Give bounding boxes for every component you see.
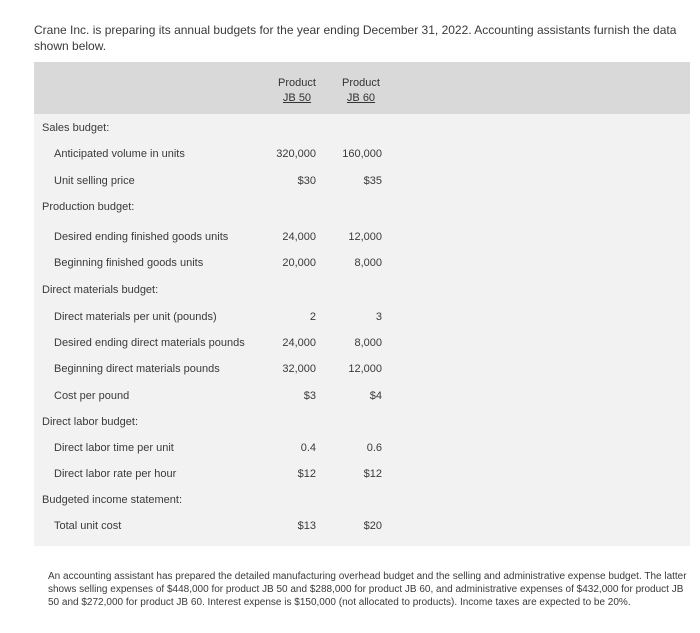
row-label: Total unit cost [54,520,122,532]
note-text: An accounting assistant has prepared the detailed manufacturing overhead budget and the selling and administrative expense budget. The latter shows selling expenses of $448,000 for product JB 50 and $288,000 for product JB 60, and administrative expenses of $432,000 for product JB 50 and $272,000 for product JB 60. Interest expense is $150,000 (not allocated to products). Income taxes are expected to be 20%. [48,571,687,608]
value-jb50: $12 [297,468,316,480]
row-label: Beginning finished goods units [54,257,204,269]
value-jb50: 320,000 [276,148,316,160]
table-row [34,518,690,538]
table-row [34,466,690,486]
value-jb60: $20 [363,520,382,532]
table-row [34,335,690,355]
column-header-line2: JB 60 [346,92,376,104]
column-header-line1: Product [278,77,316,89]
intro-text: Crane Inc. is preparing its annual budgets for the year ending December 31, 2022. Accounting assistants furnish the data shown below. [34,23,677,53]
section-heading [34,282,690,302]
row-label: Direct materials per unit (pounds) [54,311,217,323]
column-header-jb50 [262,76,332,106]
section-heading [34,492,690,512]
value-jb60: $35 [363,175,382,187]
value-jb60: 12,000 [348,363,382,375]
table-row [34,309,690,329]
row-label: Budgeted income statement: [42,494,183,506]
table-row [34,440,690,460]
value-jb60: 8,000 [354,257,382,269]
value-jb50: 24,000 [282,231,316,243]
budget-data-table [34,62,690,546]
row-label: Direct labor rate per hour [54,468,177,480]
value-jb60: 160,000 [342,148,382,160]
value-jb50: 32,000 [282,363,316,375]
row-label: Beginning direct materials pounds [54,363,220,375]
table-row [34,173,690,193]
row-label: Anticipated volume in units [54,148,185,160]
row-label: Sales budget: [42,122,110,134]
value-jb60: 12,000 [348,231,382,243]
row-label: Production budget: [42,201,135,213]
column-header-line1: Product [342,77,380,89]
row-label: Cost per pound [54,390,130,402]
table-row [34,388,690,408]
row-label: Direct materials budget: [42,284,159,296]
value-jb50: $30 [297,175,316,187]
column-header-jb60 [326,76,396,106]
value-jb50: 0.4 [300,442,316,454]
value-jb50: 24,000 [282,337,316,349]
table-row [34,146,690,166]
value-jb60: $4 [369,390,382,402]
table-header [34,62,690,114]
section-heading [34,120,690,140]
column-header-line2: JB 50 [282,92,312,104]
value-jb60: 8,000 [354,337,382,349]
value-jb50: 20,000 [282,257,316,269]
row-label: Desired ending direct materials pounds [54,337,245,349]
table-row [34,229,690,249]
row-label: Direct labor time per unit [54,442,174,454]
section-heading [34,414,690,434]
value-jb60: 0.6 [366,442,382,454]
value-jb60: $12 [363,468,382,480]
section-heading [34,199,690,219]
row-label: Unit selling price [54,175,135,187]
row-label: Direct labor budget: [42,416,138,428]
value-jb50: 2 [309,311,316,323]
value-jb50: $13 [297,520,316,532]
row-label: Desired ending finished goods units [54,231,229,243]
value-jb60: 3 [375,311,382,323]
table-row [34,255,690,275]
value-jb50: $3 [303,390,316,402]
table-row [34,361,690,381]
